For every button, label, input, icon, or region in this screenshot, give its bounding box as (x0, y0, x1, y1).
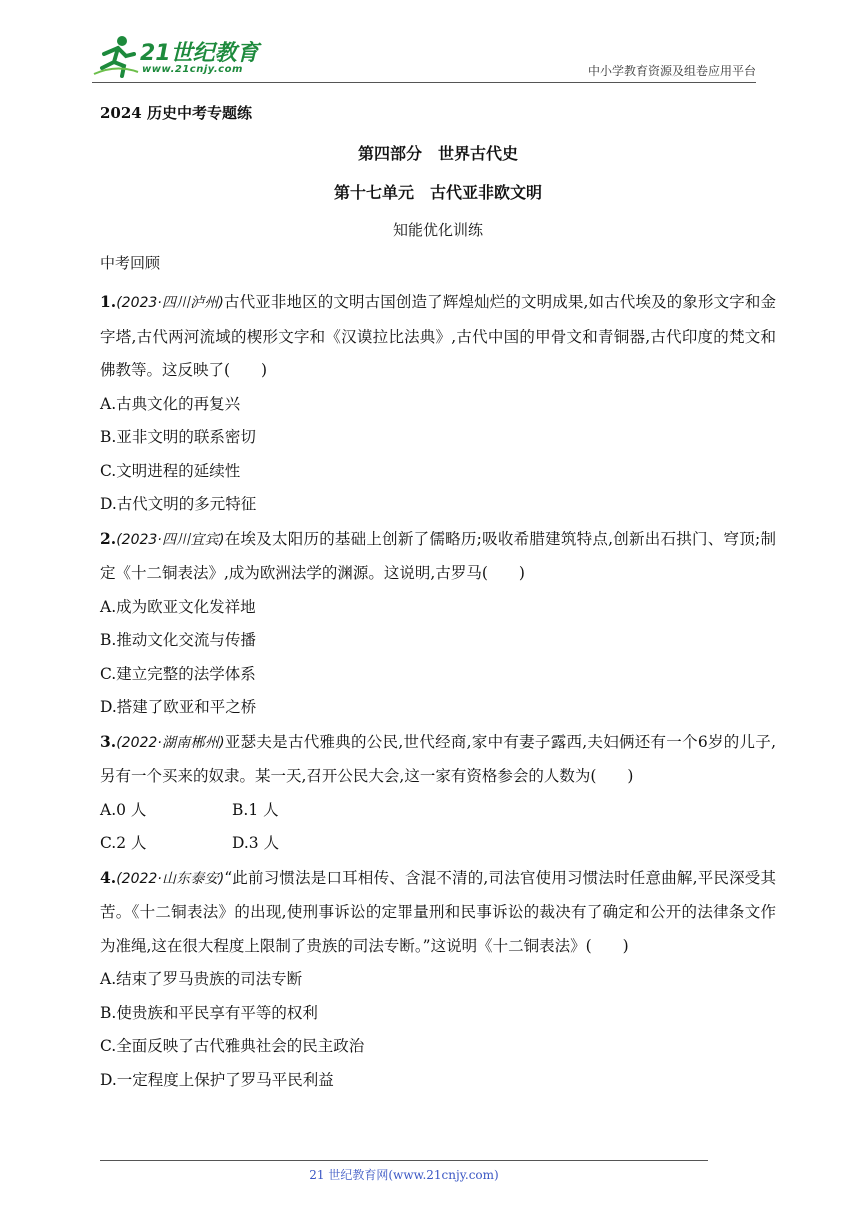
question-3: 3.(2022·湖南郴州)亚瑟夫是古代雅典的公民,世代经商,家中有妻子露西,夫妇俩还有一个6岁的儿子,另有一个买来的奴隶。某一天,召开公民大会,这一家有资格参会的人数为( ) (100, 731, 776, 785)
runner-logo-icon (92, 34, 140, 78)
option-2b[interactable]: B.推动文化交流与传播 (100, 631, 256, 649)
document-body (100, 102, 776, 1097)
option-3a[interactable]: A.0 人 (100, 800, 147, 819)
option-4a[interactable]: A.结束了罗马贵族的司法专断 (100, 970, 303, 988)
question-number: 2 (100, 528, 111, 548)
option-4c[interactable]: C.全面反映了古代雅典社会的民主政治 (100, 1037, 365, 1055)
question-stem: “此前习惯法是口耳相传、含混不清的,司法官使用习惯法时任意曲解,平民深受其苦。《十二铜表法》的出现,使刑事诉讼的定罪量刑和民事诉讼的裁决有了确定和公开的法律条文作为准绳,这在很大程度上限制了贵族的司法专断。”这说明《十二铜表法》( ) (100, 868, 776, 955)
part-title: 第四部分 世界古代史 (357, 144, 518, 163)
logo-text: 21世纪教育 (140, 41, 259, 66)
option-2a[interactable]: A.成为欧亚文化发祥地 (100, 597, 256, 616)
options-row-3ab (100, 794, 776, 828)
page-header (92, 30, 756, 80)
option-3b[interactable]: B.1 人 (232, 800, 279, 819)
logo-url: www.21cnjy.com (142, 64, 243, 75)
header-divider (92, 82, 756, 83)
question-4: 4.(2022·山东泰安)“此前习惯法是口耳相传、含混不清的,司法官使用习惯法时任意曲解,平民深受其苦。《十二铜表法》的出现,使刑事诉讼的定罪量刑和民事诉讼的裁决有了确定和公开的法律条文作为准绳,这在很大程度上限制了贵族的司法专断。”这说明《十二铜表法》( ) (100, 867, 776, 955)
option-2d[interactable]: D.搭建了欧亚和平之桥 (100, 698, 257, 716)
question-2: 2.(2023·四川宜宾)在埃及太阳历的基础上创新了儒略历;吸收希腊建筑特点,创新出石拱门、穹顶;制定《十二铜表法》,成为欧洲法学的渊源。这说明,古罗马( ) (100, 528, 776, 582)
question-source: (2022·山东泰安) (116, 870, 225, 887)
option-1a[interactable]: A.古典文化的再复兴 (100, 394, 241, 413)
unit-title: 第十七单元 古代亚非欧文明 (333, 183, 542, 202)
doc-top-title: 2024 历史中考专题练 (100, 104, 252, 122)
question-stem: 在埃及太阳历的基础上创新了儒略历;吸收希腊建筑特点,创新出石拱门、穹顶;制定《十二铜表法》,成为欧洲法学的渊源。这说明,古罗马( ) (100, 529, 776, 582)
question-source: (2022·湖南郴州) (116, 734, 225, 751)
question-number: 1 (100, 292, 111, 311)
footer-divider (100, 1160, 708, 1161)
option-3d[interactable]: D.3 人 (232, 834, 280, 852)
question-1: 1.(2023·四川泸州)古代亚非地区的文明古国创造了辉煌灿烂的文明成果,如古代埃及的象形文字和金字塔,古代两河流域的楔形文字和《汉谟拉比法典》,古代中国的甲骨文和青铜器,古代印度的梵文和佛教等。这反映了( ) (100, 292, 776, 379)
option-4d[interactable]: D.一定程度上保护了罗马平民利益 (100, 1070, 334, 1089)
platform-tagline: 中小学教育资源及组卷应用平台 (587, 64, 756, 78)
options-row-3cd (100, 827, 776, 861)
option-4b[interactable]: B.使贵族和平民享有平等的权利 (100, 1003, 318, 1022)
question-source: (2023·四川宜宾) (116, 531, 225, 548)
option-3c[interactable]: C.2 人 (100, 834, 147, 852)
question-source: (2023·四川泸州) (116, 295, 224, 311)
question-number: 4 (100, 867, 111, 887)
option-1b[interactable]: B.亚非文明的联系密切 (100, 428, 256, 446)
option-1d[interactable]: D.古代文明的多元特征 (100, 495, 257, 513)
footer-link[interactable]: 21 世纪教育网(www.21cnjy.com) (309, 1168, 499, 1182)
section-title: 知能优化训练 (392, 221, 483, 239)
section-label: 中考回顾 (100, 254, 161, 272)
site-logo[interactable] (92, 34, 262, 78)
option-1c[interactable]: C.文明进程的延续性 (100, 461, 241, 480)
question-stem: 古代亚非地区的文明古国创造了辉煌灿烂的文明成果,如古代埃及的象形文字和金字塔,古代两河流域的楔形文字和《汉谟拉比法典》,古代中国的甲骨文和青铜器,古代印度的梵文和佛教等。这反映了( ) (100, 293, 776, 379)
option-2c[interactable]: C.建立完整的法学体系 (100, 664, 256, 683)
question-stem: 亚瑟夫是古代雅典的公民,世代经商,家中有妻子露西,夫妇俩还有一个6岁的儿子,另有一个买来的奴隶。某一天,召开公民大会,这一家有资格参会的人数为( ) (100, 732, 776, 785)
question-number: 3 (100, 731, 111, 751)
